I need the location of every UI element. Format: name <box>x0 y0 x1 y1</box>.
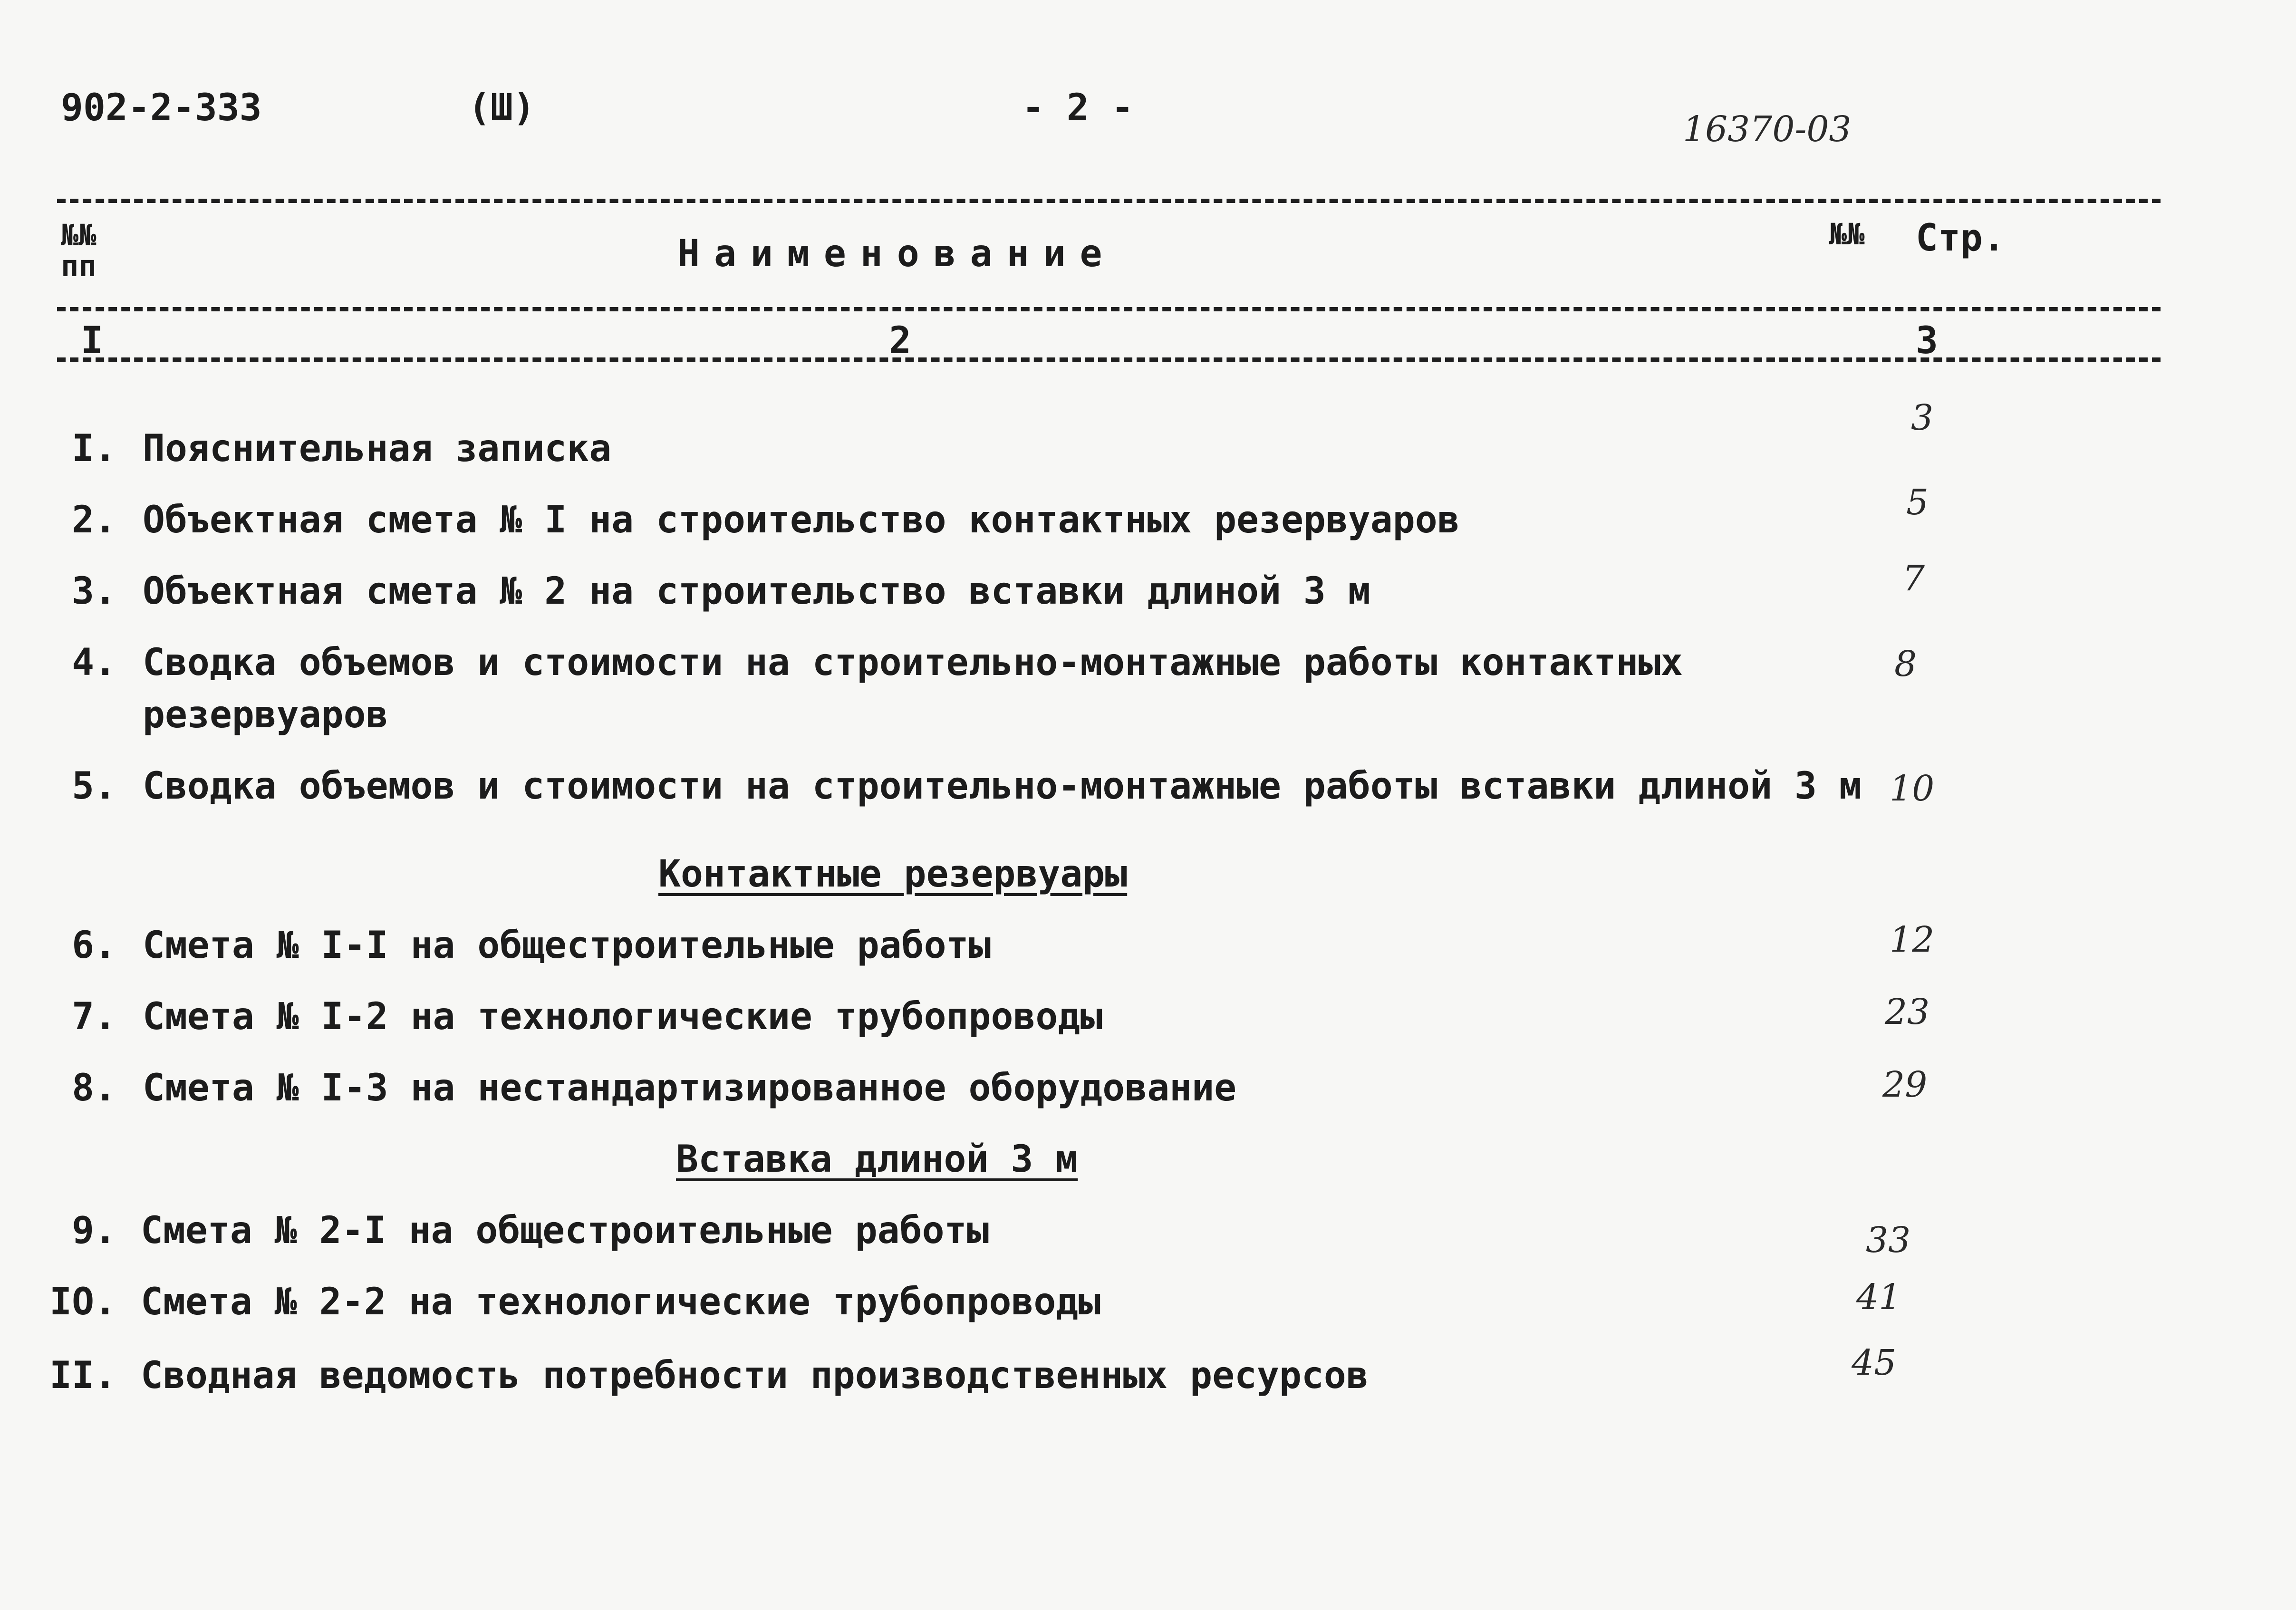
header-col-nn: №№ <box>1829 217 1865 251</box>
section-heading-contact-tanks: Контактные резервуары <box>658 853 1128 896</box>
item-title: Сводная ведомость потребности производственных ресурсов <box>141 1354 1369 1397</box>
item-number: 9. <box>72 1209 116 1252</box>
item-page: 5 <box>1906 482 1929 523</box>
item-page: 7 <box>1902 558 1925 599</box>
item-page: 45 <box>1852 1342 1897 1383</box>
item-number: 2. <box>72 499 116 541</box>
rule-bottom <box>57 357 2161 362</box>
archive-number: 16370-03 <box>1683 109 1852 150</box>
item-number: 3. <box>72 570 116 613</box>
item-number: 7. <box>72 995 116 1038</box>
item-title-continuation: резервуаров <box>143 694 388 736</box>
document-part: (Ш) <box>468 87 535 129</box>
item-title: Смета № I-2 на технологические трубопроводы <box>143 995 1103 1038</box>
section-heading-insert-3m: Вставка длиной 3 м <box>676 1138 1078 1181</box>
header-col-num: №№ пп <box>61 218 96 284</box>
item-number: IO. <box>49 1281 116 1323</box>
item-title: Смета № I-3 на нестандартизированное оборудование <box>143 1067 1237 1109</box>
rule-mid <box>57 307 2161 311</box>
rule-top <box>57 199 2161 203</box>
item-page: 41 <box>1856 1277 1901 1318</box>
item-title: Сводка объемов и стоимости на строительно-монтажные работы контактных <box>143 641 1683 684</box>
item-page: 29 <box>1882 1064 1928 1105</box>
item-title: Пояснительная записка <box>143 427 612 470</box>
header-col-page: Стр. <box>1916 217 2005 260</box>
item-page: 12 <box>1890 919 1935 960</box>
item-title: Смета № 2-2 на технологические трубопроводы <box>141 1281 1101 1323</box>
item-page: 10 <box>1890 768 1935 809</box>
item-title: Сводка объемов и стоимости на строительно-монтажные работы вставки длиной 3 м <box>143 765 1862 808</box>
header-col-name: Наименование <box>677 232 1117 275</box>
item-number: 4. <box>72 641 116 684</box>
item-number: I. <box>72 427 116 470</box>
item-page: 23 <box>1885 992 1930 1032</box>
item-number: 8. <box>72 1067 116 1109</box>
column-index-1: I <box>81 319 103 362</box>
item-number: 6. <box>72 924 116 967</box>
column-index-2: 2 <box>889 319 911 362</box>
item-title: Объектная смета № 2 на строительство вставки длиной 3 м <box>143 570 1370 613</box>
item-title: Объектная смета № I на строительство контактных резервуаров <box>143 499 1460 541</box>
item-page: 3 <box>1911 397 1934 438</box>
item-title: Смета № 2-I на общестроительные работы <box>141 1209 989 1252</box>
item-number: 5. <box>72 765 116 808</box>
item-title: Смета № I-I на общестроительные работы <box>143 924 991 967</box>
item-number: II. <box>49 1354 116 1397</box>
page-marker: - 2 - <box>1022 87 1134 129</box>
document-code: 902-2-333 <box>61 87 262 129</box>
column-index-3: 3 <box>1916 319 1938 362</box>
item-page: 33 <box>1866 1220 1911 1261</box>
item-page: 8 <box>1894 644 1917 684</box>
